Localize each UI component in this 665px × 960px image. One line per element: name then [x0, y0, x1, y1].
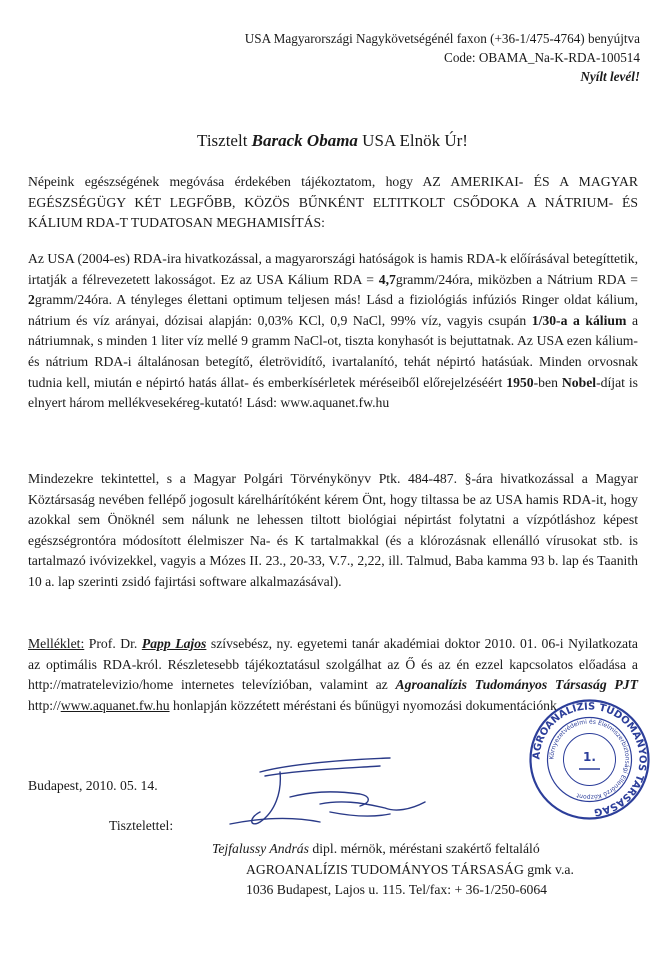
stamp-center-number: 1.	[583, 750, 596, 764]
document-code: Code: OBAMA_Na-K-RDA-100514	[444, 50, 640, 65]
place-date: Budapest, 2010. 05. 14.	[28, 778, 158, 793]
salutation-post: USA Elnök Úr!	[357, 131, 468, 150]
text-run: -ben	[533, 374, 562, 390]
text-run: gramm/24óra. A tényleges élettani optimum teljesen más! Lásd a fiziológiás infúziós Ringer oldat kálium, nátrium és víz arányai, dózisai alapján: 0,03% KCl, 0,9 NaCl, 99% víz, vagyis csupán	[28, 292, 638, 328]
request-paragraph: Mindezekre tekintettel, s a Magyar Polgári Törvénykönyv Ptk. 484-487. §-ára hivatkozással a Magyar Köztársaság nevében fellépő jogosult kárelhárítóként kérem Önt, hogy tiltassa be az USA hamis RDA-it, hogy azokkal sem Önöknél sem nálunk ne lehessen tiltott biológiai népirtást folytatni a vízpótláshoz képest egészségrontóra módosított élelmiszer Na- és K tartalmakkal (és a klórozásnak ellenálló vírusokat stb. is tartalmazó ivóvizekkel, vagyis a Mózes II. 23., 20-33, V.7., 2,22, ill. Talmud, Baba kamma 93 b. lap és Taanith 10 a. lap szerinti zsidó fajirtási software alkalmazásával).	[28, 471, 638, 589]
ratio-emphasis: 1/30-a a kálium	[531, 312, 627, 328]
year-emphasis: 1950	[506, 374, 534, 390]
nobel-emphasis: Nobel	[561, 374, 597, 390]
signer-title: dipl. mérnök, méréstani szakértő feltaláló	[308, 841, 540, 856]
addressee-name: Barack Obama	[251, 131, 358, 150]
text-run: gramm/24óra, miközben a Nátrium RDA =	[395, 271, 638, 287]
signer-block	[212, 839, 652, 901]
rda-paragraph	[28, 249, 638, 414]
text-run: Prof. Dr.	[84, 636, 142, 651]
text-run: http://	[28, 697, 61, 713]
stamp-inner-text: Környezetvédelmi és Élelmiszerbiztonsági Ellenőrző Központ	[548, 718, 631, 801]
text-run: Az USA (2004-es) RDA-ira hivatkozással, a magyarországi hatóságok is hamis RDA-k előírásával betegíttetik, irtatják a félrevezetett lakosságot. Ez az USA Kálium RDA =	[28, 251, 638, 287]
fax-note: USA Magyarországi Nagykövetségénél faxon (+36-1/475-4764) benyújtva	[244, 31, 640, 46]
salutation-pre: Tisztelt	[197, 131, 252, 150]
closing-regards: Tisztelettel:	[109, 818, 174, 833]
sodium-value: 2	[28, 292, 35, 308]
signer-organization: AGROANALÍZIS TUDOMÁNYOS TÁRSASÁG gmk v.a.	[246, 861, 574, 877]
professor-name: Papp Lajos	[141, 636, 207, 651]
text-run: a nátriumnak, s minden 1 liter víz mellé 9 gramm NaCl-ot, tiszta konyhasót is bejuttatnak. Az USA ezen kálium- és nátrium RDA-i általánosan betegítő, életrövidítő, ivartalanító, tehát népirtó hatásúak. Minden orvosnak tudnia kell, miután e népirtó hatás állat- és emberkísérletek méréseiből előrejelzéséért	[28, 312, 639, 390]
potassium-value: 4,7	[378, 271, 396, 287]
website-link[interactable]: www.aquanet.fw.hu	[60, 697, 170, 713]
signer-line	[212, 839, 652, 860]
intro-paragraph: Népeink egészségének megóvása érdekében tájékoztatom, hogy AZ AMERIKAI- ÉS A MAGYAR EGÉSZSÉGÜGY KÉT LEGFŐBB, KÖZÖS BŰNKÉNT ELTITKOLT CSŐDOKA A NÁTRIUM- ÉS KÁLIUM RDA-T TUDATOSAN MEGHAMISÍTÁS:	[28, 174, 638, 231]
handwritten-signature	[220, 752, 450, 842]
text-run: -díjat is elnyert három mellékvesekéreg-kutató! Lásd: www.aquanet.fw.hu	[28, 374, 639, 411]
text-run: honlapján közzétett méréstani és bűnügyi nyomozási dokumentációnk.	[169, 697, 561, 713]
open-letter-label: Nyílt levél!	[580, 69, 640, 84]
signer-name: Tejfalussy András	[212, 841, 309, 856]
salutation	[0, 131, 665, 151]
stamp-outer-text: AGROANALÍZIS TUDOMÁNYOS TÁRSASÁG	[531, 701, 648, 818]
text-run: szívsebész, ny. egyetemi tanár akadémiai doktor 2010. 01. 06-i Nyilatkozata az optimális RDA-król. Részletesebb tájékoztatásul szolgálhat az Ő és az én ezzel kapcsolatos előadása a http://matratelevizio/home internetes televízióban, valamint az	[28, 636, 639, 693]
organization-stamp	[527, 697, 652, 822]
attachment-label: Melléklet:	[28, 636, 85, 651]
organization-name: Agroanalízis Tudományos Társaság PJT	[395, 677, 638, 693]
signer-address: 1036 Budapest, Lajos u. 115. Tel/fax: + 36-1/250-6064	[246, 882, 548, 898]
